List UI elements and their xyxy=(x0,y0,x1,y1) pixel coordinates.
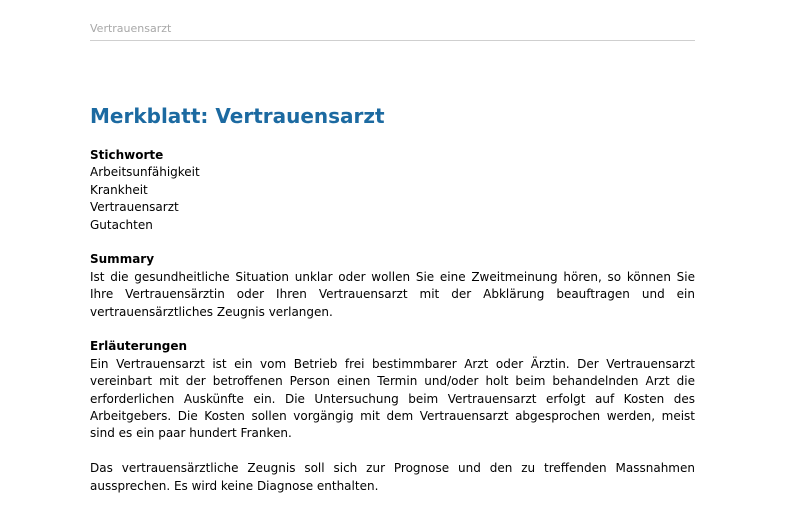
erlaeuterungen-section xyxy=(90,338,695,442)
erlaeuterungen-paragraph: Ein Vertrauensarzt ist ein vom Betrieb frei bestimmbarer Arzt oder Ärztin. Der Vertrauensarzt vereinbart mit der betroffenen Person einen Termin und/oder holt beim behandelnden Arzt die erforderlichen Auskünfte ein. Die Untersuchung beim Vertrauensarzt erfolgt auf Kosten des Arbeitgebers. Die Kosten sollen vorgängig mit dem Vertrauensarzt abgesprochen werden, meist sind es ein paar hundert Franken. xyxy=(90,356,695,441)
summary-heading: Summary xyxy=(90,252,155,267)
stichworte-section xyxy=(90,147,695,234)
summary-section xyxy=(90,251,695,321)
summary-text: Ist die gesundheitliche Situation unklar oder wollen Sie eine Zweitmeinung hören, so können Sie Ihre Vertrauensärztin oder Ihren Vertrauensarzt mit der Abklärung beauftragen und ein vertrauensärztliches Zeugnis verlangen. xyxy=(90,269,695,319)
erlaeuterungen-heading: Erläuterungen xyxy=(90,339,188,354)
zeugnis-paragraph: Das vertrauensärztliche Zeugnis soll sich zur Prognose und den zu treffenden Massnahmen aussprechen. Es wird keine Diagnose enthalten. xyxy=(90,461,695,493)
zeugnis-section xyxy=(90,460,695,495)
stichworte-heading: Stichworte xyxy=(90,148,164,162)
document-body xyxy=(90,147,695,512)
page-title: Merkblatt: Vertrauensarzt xyxy=(90,104,385,128)
keyword-item: Gutachten xyxy=(90,217,153,232)
keyword-item: Krankheit xyxy=(90,182,148,197)
keyword-item: Arbeitsunfähigkeit xyxy=(90,165,200,180)
header-rule xyxy=(90,40,695,41)
keyword-item: Vertrauensarzt xyxy=(90,200,179,215)
running-header: Vertrauensarzt xyxy=(90,22,172,35)
